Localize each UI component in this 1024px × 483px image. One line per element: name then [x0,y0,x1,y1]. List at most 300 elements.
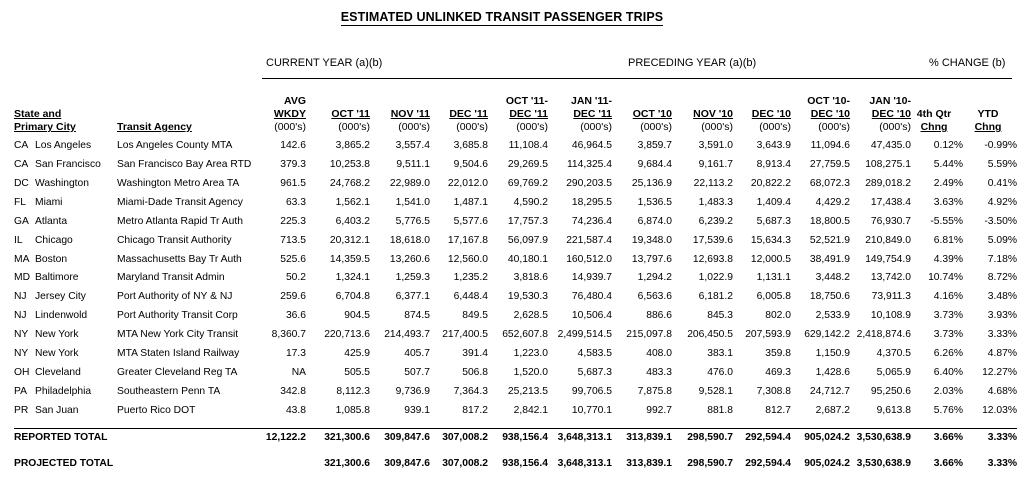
city-name: Lindenwold [35,310,88,321]
state-code: CA [14,140,29,151]
cell-jandec10: 4,370.5 [876,348,911,359]
total-ytd: 3.33% [987,458,1017,469]
cell-nov10: 17,539.6 [692,235,733,246]
agency-name: Los Angeles County MTA [117,140,233,151]
cell-dec11: 7,364.3 [453,386,488,397]
cell-octdec11: 17,757.3 [507,216,548,227]
cell-avg: 63.3 [285,197,306,208]
cell-octdec11: 40,180.1 [507,254,548,265]
cell-oct10: 215,097.8 [626,329,672,340]
header-oct10 [614,108,672,134]
cell-dec11: 12,560.0 [447,254,488,265]
agency-name: San Francisco Bay Area RTD [117,159,252,170]
cell-dec10: 7,308.8 [756,386,791,397]
total-dec10: 292,594.4 [745,432,791,443]
cell-avg: 43.8 [285,405,306,416]
cell-nov10: 9,528.1 [698,386,733,397]
city-name: San Francisco [35,159,101,170]
cell-nov10: 9,161.7 [698,159,733,170]
cell-nov11: 1,541.0 [395,197,430,208]
cell-qtr: 6.40% [933,367,963,378]
cell-qtr: 4.16% [933,291,963,302]
group-divider [262,78,1012,79]
cell-dec11: 5,577.6 [453,216,488,227]
city-name: Washington [35,178,89,189]
header-avg [248,95,306,134]
city-name: New York [35,329,79,340]
header-jandec10 [853,95,911,134]
cell-nov11: 22,989.0 [389,178,430,189]
cell-octdec11: 652,607.8 [502,329,548,340]
total-jandec10: 3,530,638.9 [856,432,911,443]
state-code: MA [14,254,30,265]
city-name: New York [35,348,79,359]
total-oct11: 321,300.6 [324,458,370,469]
cell-jandec10: 210,849.0 [865,235,911,246]
city-name: Jersey City [35,291,86,302]
percent-change-label: % CHANGE (b) [929,57,1006,69]
cell-ytd: 4.92% [987,197,1017,208]
cell-jandec10: 13,742.0 [870,272,911,283]
header-oct11 [312,108,370,134]
agency-name: Greater Cleveland Reg TA [117,367,238,378]
cell-qtr: 4.39% [933,254,963,265]
cell-dec10: 20,822.2 [750,178,791,189]
total-dec11: 307,008.2 [442,432,488,443]
state-code: FL [14,197,27,208]
cell-oct11: 20,312.1 [329,235,370,246]
cell-ytd: 7.18% [987,254,1017,265]
cell-oct10: 886.6 [646,310,672,321]
total-oct11: 321,300.6 [324,432,370,443]
total-nov11: 309,847.6 [384,458,430,469]
cell-octdec11: 1,520.0 [513,367,548,378]
header-dec11 [430,108,488,134]
cell-jandec11: 221,587.4 [566,235,612,246]
cell-dec10: 3,643.9 [756,140,791,151]
cell-octdec11: 56,097.9 [507,235,548,246]
cell-octdec10: 629,142.2 [804,329,850,340]
cell-octdec10: 52,521.9 [809,235,850,246]
cell-nov11: 507.7 [404,367,430,378]
cell-nov11: 1,259.3 [395,272,430,283]
header-oct11-line-0: OCT '11 [331,108,370,120]
agency-name: Puerto Rico DOT [117,405,196,416]
header-state [14,108,76,134]
cell-dec11: 9,504.6 [453,159,488,170]
total-oct10: 313,839.1 [626,458,672,469]
cell-ytd: -0.99% [984,140,1017,151]
cell-qtr: 3.73% [933,329,963,340]
cell-octdec10: 1,428.6 [815,367,850,378]
total-qtr: 3.66% [933,432,963,443]
header-jandec10-line-0: JAN '10- [869,95,911,107]
cell-ytd: -3.50% [984,216,1017,227]
city-name: Cleveland [35,367,81,378]
header-ytd-line-1: Chng [974,121,1002,133]
cell-jandec11: 10,506.4 [571,310,612,321]
cell-nov11: 405.7 [404,348,430,359]
total-avg: 12,122.2 [265,432,306,443]
cell-qtr: 3.73% [933,310,963,321]
cell-oct10: 25,136.9 [631,178,672,189]
cell-oct11: 6,704.8 [335,291,370,302]
agency-name: Chicago Transit Authority [117,235,232,246]
cell-dec10: 1,131.1 [756,272,791,283]
cell-avg: 225.3 [280,216,306,227]
cell-avg: 36.6 [285,310,306,321]
cell-nov11: 939.1 [404,405,430,416]
total-octdec10: 905,024.2 [804,458,850,469]
agency-name: Port Authority of NY & NJ [117,291,233,302]
cell-avg: 17.3 [285,348,306,359]
agency-name: Metro Atlanta Rapid Tr Auth [117,216,243,227]
cell-jandec10: 108,275.1 [865,159,911,170]
cell-qtr: 5.76% [933,405,963,416]
cell-oct11: 505.5 [344,367,370,378]
cell-jandec10: 5,065.9 [876,367,911,378]
cell-oct10: 1,294.2 [637,272,672,283]
cell-oct10: 6,874.0 [637,216,672,227]
cell-oct10: 13,797.6 [631,254,672,265]
cell-nov11: 874.5 [404,310,430,321]
cell-octdec10: 27,759.5 [809,159,850,170]
cell-octdec10: 11,094.6 [810,140,850,151]
cell-dec11: 506.8 [462,367,488,378]
cell-jandec11: 74,236.4 [571,216,612,227]
header-octdec10-line-1: DEC '10 [810,108,850,120]
cell-ytd: 0.41% [987,178,1017,189]
header-jandec10-line-2: (000's) [879,121,911,133]
header-dec10-line-0: DEC '10 [751,108,791,120]
header-ytd-line-0: YTD [977,108,999,120]
header-oct11-line-1: (000's) [338,121,370,133]
cell-jandec10: 17,438.4 [870,197,911,208]
cell-oct10: 483.3 [646,367,672,378]
agency-name: Washington Metro Area TA [117,178,240,189]
city-name: Atlanta [35,216,68,227]
cell-nov11: 13,260.6 [389,254,430,265]
total-octdec11: 938,156.4 [502,458,548,469]
header-qtr-line-1: Chng [920,121,948,133]
state-code: NJ [14,291,27,302]
agency-name: Massachusetts Bay Tr Auth [117,254,242,265]
total-octdec11: 938,156.4 [502,432,548,443]
header-dec10-line-1: (000's) [759,121,791,133]
cell-nov10: 1,483.3 [698,197,733,208]
header-avg-line-2: (000's) [274,121,306,133]
cell-dec10: 5,687.3 [756,216,791,227]
cell-ytd: 5.09% [987,235,1017,246]
total-dec10: 292,594.4 [745,458,791,469]
cell-jandec11: 114,325.4 [566,159,612,170]
cell-avg: 379.3 [280,159,306,170]
cell-avg: 961.5 [280,178,306,189]
cell-avg: 259.6 [280,291,306,302]
cell-octdec11: 3,818.6 [513,272,548,283]
state-code: CA [14,159,29,170]
cell-dec11: 3,685.8 [453,140,488,151]
agency-name: Maryland Transit Admin [117,272,225,283]
state-code: IL [14,235,23,246]
state-code: NY [14,348,29,359]
cell-dec10: 469.3 [765,367,791,378]
header-nov10 [675,108,733,134]
cell-dec11: 217,400.5 [442,329,488,340]
cell-qtr: 10.74% [928,272,963,283]
header-state-line-0: State and [14,108,62,120]
cell-dec10: 1,409.4 [756,197,791,208]
header-qtr [905,108,963,134]
current-year-label: CURRENT YEAR (a)(b) [266,57,383,69]
cell-jandec10: 95,250.6 [870,386,911,397]
cell-dec11: 6,448.4 [453,291,488,302]
cell-octdec11: 29,269.5 [507,159,548,170]
cell-octdec10: 2,687.2 [815,405,850,416]
cell-octdec11: 1,223.0 [513,348,548,359]
cell-jandec11: 5,687.3 [577,367,612,378]
cell-qtr: 2.03% [933,386,963,397]
header-jandec11-line-0: JAN '11- [570,95,612,107]
header-avg-line-0: AVG [284,95,306,107]
header-jandec11 [554,95,612,134]
total-jandec10: 3,530,638.9 [856,458,911,469]
cell-jandec10: 289,018.2 [865,178,911,189]
cell-nov10: 881.8 [707,405,733,416]
city-name: Chicago [35,235,73,246]
cell-dec10: 6,005.8 [756,291,791,302]
cell-nov10: 6,181.2 [698,291,733,302]
cell-dec10: 812.7 [765,405,791,416]
city-name: Baltimore [35,272,79,283]
agency-name: MTA New York City Transit [117,329,239,340]
header-dec10 [733,108,791,134]
cell-jandec10: 2,418,874.6 [856,329,911,340]
cell-dec11: 817.2 [462,405,488,416]
cell-avg: 713.5 [280,235,306,246]
cell-ytd: 4.87% [987,348,1017,359]
total-octdec10: 905,024.2 [804,432,850,443]
cell-oct10: 1,536.5 [637,197,672,208]
city-name: Boston [35,254,68,265]
cell-octdec10: 38,491.9 [809,254,850,265]
cell-dec10: 359.8 [765,348,791,359]
cell-jandec11: 76,480.4 [571,291,612,302]
cell-jandec11: 14,939.7 [571,272,612,283]
header-octdec10 [792,95,850,134]
header-dec11-line-0: DEC '11 [449,108,488,120]
cell-jandec10: 9,613.8 [876,405,911,416]
cell-ytd: 5.59% [987,159,1017,170]
page-title: ESTIMATED UNLINKED TRANSIT PASSENGER TRIPS [340,10,664,24]
cell-nov11: 5,776.5 [395,216,430,227]
cell-nov10: 12,693.8 [692,254,733,265]
cell-ytd: 3.48% [987,291,1017,302]
header-nov11-line-1: (000's) [398,121,430,133]
header-octdec10-line-0: OCT '10- [807,95,850,107]
cell-qtr: 3.63% [933,197,963,208]
cell-dec11: 1,235.2 [453,272,488,283]
cell-jandec10: 47,435.0 [870,140,911,151]
header-ytd [959,108,1017,134]
cell-ytd: 3.93% [987,310,1017,321]
cell-jandec10: 76,930.7 [870,216,911,227]
cell-ytd: 12.03% [982,405,1017,416]
cell-nov10: 206,450.5 [687,329,733,340]
cell-oct11: 1,085.8 [335,405,370,416]
cell-oct10: 6,563.6 [637,291,672,302]
cell-qtr: 5.44% [933,159,963,170]
cell-jandec11: 160,512.0 [566,254,612,265]
header-nov10-line-1: (000's) [701,121,733,133]
cell-octdec11: 2,628.5 [513,310,548,321]
cell-avg: 8,360.7 [271,329,306,340]
cell-dec11: 849.5 [462,310,488,321]
cell-avg: 142.6 [280,140,306,151]
cell-oct11: 6,403.2 [335,216,370,227]
cell-oct11: 904.5 [344,310,370,321]
header-jandec11-line-2: (000's) [580,121,612,133]
cell-dec11: 22,012.0 [447,178,488,189]
cell-nov10: 1,022.9 [698,272,733,283]
header-qtr-line-0: 4th Qtr [916,108,952,120]
preceding-year-label: PRECEDING YEAR (a)(b) [628,57,757,69]
cell-oct11: 220,713.6 [324,329,370,340]
header-agency [117,121,192,134]
cell-dec10: 15,634.3 [750,235,791,246]
header-nov11-line-0: NOV '11 [390,108,430,120]
cell-oct11: 24,768.2 [329,178,370,189]
cell-dec10: 8,913.4 [756,159,791,170]
state-code: GA [14,216,29,227]
cell-nov11: 3,557.4 [395,140,430,151]
cell-nov10: 476.0 [707,367,733,378]
cell-dec11: 17,167.8 [447,235,488,246]
header-jandec10-line-1: DEC '10 [871,108,911,120]
agency-name: MTA Staten Island Railway [117,348,240,359]
cell-jandec11: 46,964.5 [571,140,612,151]
cell-avg: NA [291,367,306,378]
header-state-line-1: Primary City [14,121,76,133]
cell-jandec10: 149,754.9 [865,254,911,265]
total-qtr: 3.66% [933,458,963,469]
cell-nov11: 18,618.0 [389,235,430,246]
header-octdec11 [490,95,548,134]
cell-avg: 50.2 [285,272,306,283]
cell-oct11: 1,562.1 [335,197,370,208]
cell-avg: 342.8 [280,386,306,397]
cell-jandec11: 2,499,514.5 [557,329,612,340]
cell-oct10: 7,875.8 [637,386,672,397]
cell-dec10: 207,593.9 [745,329,791,340]
city-name: Miami [35,197,63,208]
cell-oct10: 19,348.0 [631,235,672,246]
cell-nov11: 214,493.7 [384,329,430,340]
cell-octdec10: 24,712.7 [809,386,850,397]
cell-oct10: 9,684.4 [637,159,672,170]
cell-oct11: 1,324.1 [335,272,370,283]
header-nov11 [372,108,430,134]
header-avg-line-1: WKDY [273,108,306,120]
cell-nov11: 9,736.9 [395,386,430,397]
cell-octdec11: 25,213.5 [507,386,548,397]
cell-nov10: 6,239.2 [698,216,733,227]
cell-oct11: 14,359.5 [329,254,370,265]
total-oct10: 313,839.1 [626,432,672,443]
header-octdec11-line-2: (000's) [516,121,548,133]
agency-name: Port Authority Transit Corp [117,310,238,321]
header-oct10-line-1: (000's) [640,121,672,133]
city-name: San Juan [35,405,79,416]
header-nov10-line-0: NOV '10 [693,108,733,120]
cell-oct10: 992.7 [646,405,672,416]
cell-jandec11: 99,706.5 [571,386,612,397]
state-code: NJ [14,310,27,321]
total-jandec11: 3,648,313.1 [557,432,612,443]
header-agency-line-0: Transit Agency [117,121,192,133]
total-ytd: 3.33% [987,432,1017,443]
total-nov10: 298,590.7 [687,458,733,469]
header-jandec11-line-1: DEC '11 [573,108,612,120]
cell-oct10: 408.0 [646,348,672,359]
cell-oct11: 8,112.3 [336,386,370,397]
cell-qtr: 0.12% [933,140,963,151]
cell-octdec10: 4,429.2 [815,197,850,208]
header-octdec11-line-1: DEC '11 [509,108,548,120]
cell-octdec10: 3,448.2 [815,272,850,283]
totals-divider [14,428,1017,429]
cell-oct11: 10,253.8 [329,159,370,170]
cell-nov10: 22,113.2 [693,178,733,189]
cell-qtr: 6.26% [933,348,963,359]
cell-qtr: -5.55% [930,216,963,227]
cell-jandec11: 10,770.1 [571,405,612,416]
header-dec11-line-1: (000's) [456,121,488,133]
cell-dec11: 1,487.1 [453,197,488,208]
cell-ytd: 12.27% [982,367,1017,378]
cell-ytd: 3.33% [987,329,1017,340]
cell-octdec11: 11,108.4 [508,140,548,151]
cell-jandec11: 290,203.5 [566,178,612,189]
cell-dec10: 12,000.5 [750,254,791,265]
cell-octdec10: 68,072.3 [809,178,850,189]
state-code: PR [14,405,29,416]
cell-dec10: 802.0 [765,310,791,321]
total-nov11: 309,847.6 [384,432,430,443]
total-label: REPORTED TOTAL [14,432,108,443]
cell-qtr: 6.81% [933,235,963,246]
cell-octdec11: 4,590.2 [513,197,548,208]
cell-octdec10: 1,150.9 [815,348,850,359]
cell-oct10: 3,859.7 [637,140,672,151]
cell-jandec11: 18,295.5 [571,197,612,208]
state-code: NY [14,329,29,340]
state-code: DC [14,178,29,189]
cell-nov11: 9,511.1 [396,159,430,170]
cell-nov10: 845.3 [707,310,733,321]
state-code: OH [14,367,30,378]
total-jandec11: 3,648,313.1 [557,458,612,469]
cell-avg: 525.6 [280,254,306,265]
total-dec11: 307,008.2 [442,458,488,469]
cell-ytd: 4.68% [987,386,1017,397]
header-octdec10-line-2: (000's) [818,121,850,133]
state-code: MD [14,272,31,283]
cell-jandec10: 10,108.9 [870,310,911,321]
cell-jandec11: 4,583.5 [577,348,612,359]
cell-ytd: 8.72% [987,272,1017,283]
cell-oct11: 3,865.2 [335,140,370,151]
